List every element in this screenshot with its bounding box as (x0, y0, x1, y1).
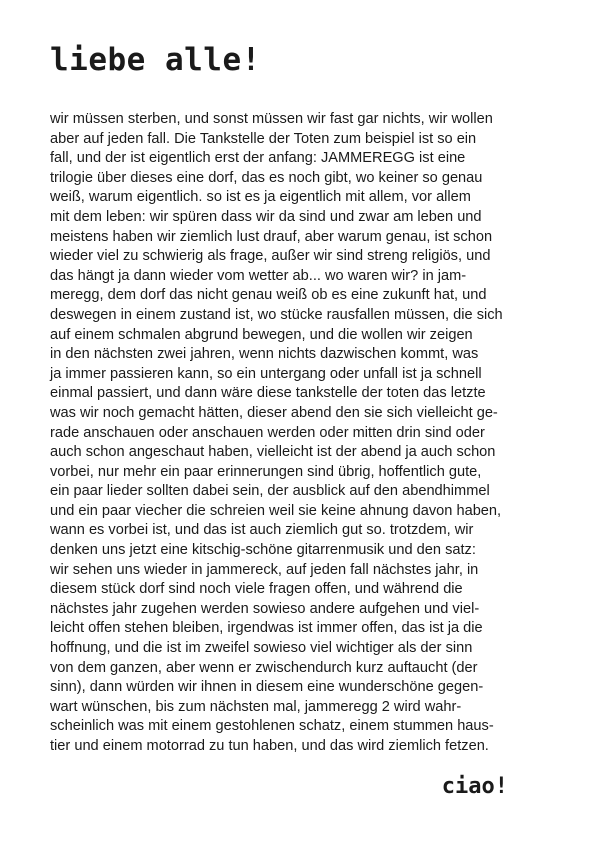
body-line-11: deswegen in einem zustand ist, wo stücke rausfallen müssen, die sich (50, 306, 503, 323)
body-line-26: nächstes jahr zugehen werden sowieso andere aufgehen und viel- (50, 600, 480, 617)
body-line-29: von dem ganzen, aber wenn er zwischendurch kurz auftaucht (der (50, 659, 478, 676)
body-line-25: diesem stück dorf sind noch viele fragen offen, und während die (50, 581, 463, 598)
letter-signoff: ciao! (441, 774, 508, 799)
body-line-19: vorbei, nur mehr ein paar erinnerungen sind übrig, hoffentlich gute, (50, 463, 482, 480)
body-line-9: das hängt ja dann wieder vom wetter ab... wo waren wir? in jam- (50, 267, 467, 284)
body-line-32: scheinlich was mit einem gestohlenen schatz, einem stummen haus- (50, 718, 494, 735)
body-line-14: ja immer passieren kann, so ein untergang oder unfall ist ja schnell (50, 365, 482, 382)
body-line-12: auf einem schmalen abgrund bewegen, und die wollen wir zeigen (50, 326, 473, 343)
body-line-15: einmal passiert, und dann wäre diese tankstelle der toten das letzte (50, 385, 486, 402)
body-line-3: fall, und der ist eigentlich erst der anfang: JAMMEREGG ist eine (50, 150, 466, 167)
body-line-27: leicht offen stehen bleiben, irgendwas ist immer offen, das ist ja die (50, 620, 483, 637)
body-line-2: aber auf jeden fall. Die Tankstelle der Toten zum beispiel ist so ein (50, 130, 477, 147)
body-line-17: rade anschauen oder anschauen werden oder mitten drin sind oder (50, 424, 485, 441)
body-line-23: denken uns jetzt eine kitschig-schöne gitarrenmusik und den satz: (50, 542, 476, 559)
body-line-5: weiß, warum eigentlich. so ist es ja eigentlich mit allem, vor allem (50, 189, 471, 206)
letter-body (50, 110, 570, 757)
body-line-31: wart wünschen, bis zum nächsten mal, jammeregg 2 wird wahr- (50, 698, 462, 715)
body-line-13: in den nächsten zwei jahren, wenn nichts dazwischen kommt, was (50, 346, 479, 363)
body-line-6: mit dem leben: wir spüren dass wir da sind und zwar am leben und (50, 208, 482, 225)
body-line-28: hoffnung, und die ist im zweifel sowieso viel wichtiger als der sinn (50, 640, 473, 657)
body-line-20: ein paar lieder sollten dabei sein, der ausblick auf den abendhimmel (50, 483, 490, 500)
body-line-10: meregg, dem dorf das nicht genau weiß ob es eine zukunft hat, und (50, 287, 487, 304)
body-line-1: wir müssen sterben, und sonst müssen wir fast gar nichts, wir wollen (50, 111, 493, 127)
body-line-33: tier und einem motorrad zu tun haben, und das wird ziemlich fetzen. (50, 738, 489, 754)
body-line-30: sinn), dann würden wir ihnen in diesem eine wunderschöne gegen- (50, 679, 484, 696)
body-line-18: auch schon angeschaut haben, vielleicht ist der abend ja auch schon (50, 444, 496, 461)
body-line-16: was wir noch gemacht hätten, dieser abend den sie sich vielleicht ge- (50, 404, 498, 421)
body-line-4: trilogie über dieses eine dorf, das es noch gibt, wo keiner so genau (50, 169, 483, 186)
body-line-22: wann es vorbei ist, und das ist auch ziemlich gut so. trotzdem, wir (50, 522, 474, 539)
body-line-24: wir sehen uns wieder in jammereck, auf jeden fall nächstes jahr, in (50, 561, 479, 578)
body-line-21: und ein paar viecher die schreien weil sie keine ahnung davon haben, (50, 502, 502, 519)
letter-title: liebe alle! (50, 42, 261, 78)
body-line-8: wieder viel zu schwierig als frage, außer wir sind streng religiös, und (50, 248, 491, 265)
body-line-7: meistens haben wir ziemlich lust drauf, aber warum genau, ist schon (50, 228, 493, 245)
